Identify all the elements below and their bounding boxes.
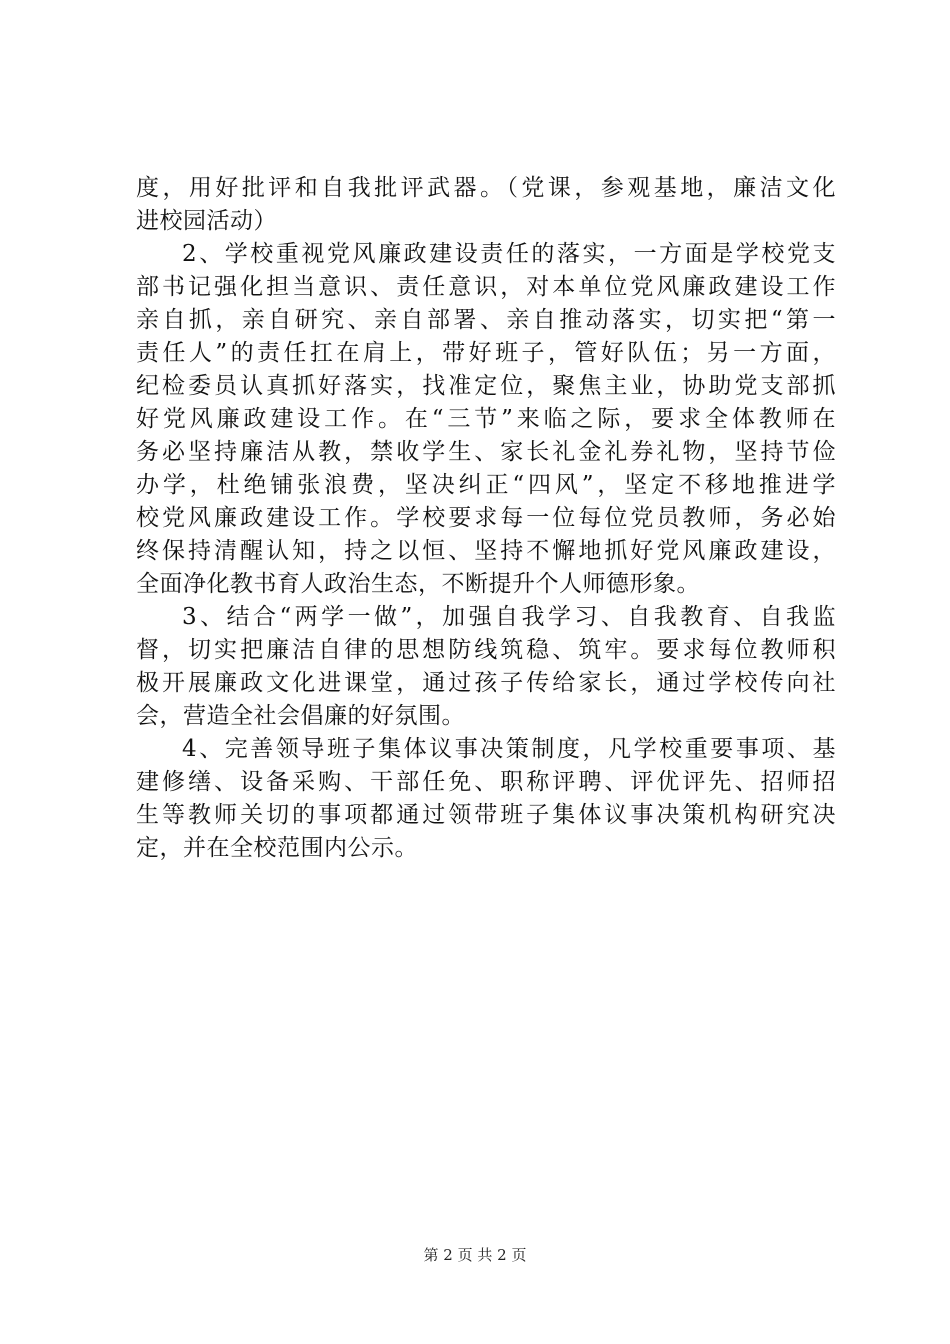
text-line: 终保持清醒认知，持之以恒、坚持不懈地抓好党风廉政建设， [136, 538, 836, 564]
text-line: 度，用好批评和自我批评武器。（党课，参观基地，廉洁文化 [136, 175, 836, 201]
text-line: 全面净化教书育人政治生态，不断提升个人师德形象。 [136, 571, 700, 597]
text-line: 好党风廉政建设工作。在“三节”来临之际，要求全体教师在 [136, 406, 836, 432]
text-line: 纪检委员认真抓好落实，找准定位，聚焦主业，协助党支部抓 [136, 373, 836, 399]
text-line: 生等教师关切的事项都通过领带班子集体议事决策机构研究决 [136, 802, 836, 828]
text-line: 办学，杜绝铺张浪费，坚决纠正“四风”，坚定不移地推进学 [136, 472, 836, 498]
text-line: 校党风廉政建设工作。学校要求每一位每位党员教师，务必始 [136, 505, 836, 531]
text-line: 务必坚持廉洁从教，禁收学生、家长礼金礼券礼物，坚持节俭 [136, 439, 836, 465]
text-line: 部书记强化担当意识、责任意识，对本单位党风廉政建设工作 [136, 274, 836, 300]
text-line: 定，并在全校范围内公示。 [136, 835, 418, 861]
paragraph-first-line: 4、完善领导班子集体议事决策制度，凡学校重要事项、基 [182, 736, 836, 762]
text-line: 督，切实把廉洁自律的思想防线筑稳、筑牢。要求每位教师积 [136, 637, 836, 663]
paragraph-first-line: 2、学校重视党风廉政建设责任的落实，一方面是学校党支 [182, 241, 836, 267]
paragraph-first-line: 3、结合“两学一做”，加强自我学习、自我教育、自我监 [182, 604, 836, 630]
text-line: 亲自抓，亲自研究、亲自部署、亲自推动落实，切实把“第一 [136, 307, 836, 333]
text-line: 极开展廉政文化进课堂，通过孩子传给家长，通过学校传向社 [136, 670, 836, 696]
document-body [136, 172, 836, 865]
page-number-label: 第 2 页 共 2 页 [423, 1246, 527, 1264]
text-line: 会，营造全社会倡廉的好氛围。 [136, 703, 465, 729]
text-line: 责任人”的责任扛在肩上，带好班子，管好队伍；另一方面， [136, 340, 836, 366]
page-footer [0, 1243, 950, 1267]
text-line: 进校园活动） [136, 208, 277, 234]
text-line: 建修缮、设备采购、干部任免、职称评聘、评优评先、招师招 [136, 769, 836, 795]
